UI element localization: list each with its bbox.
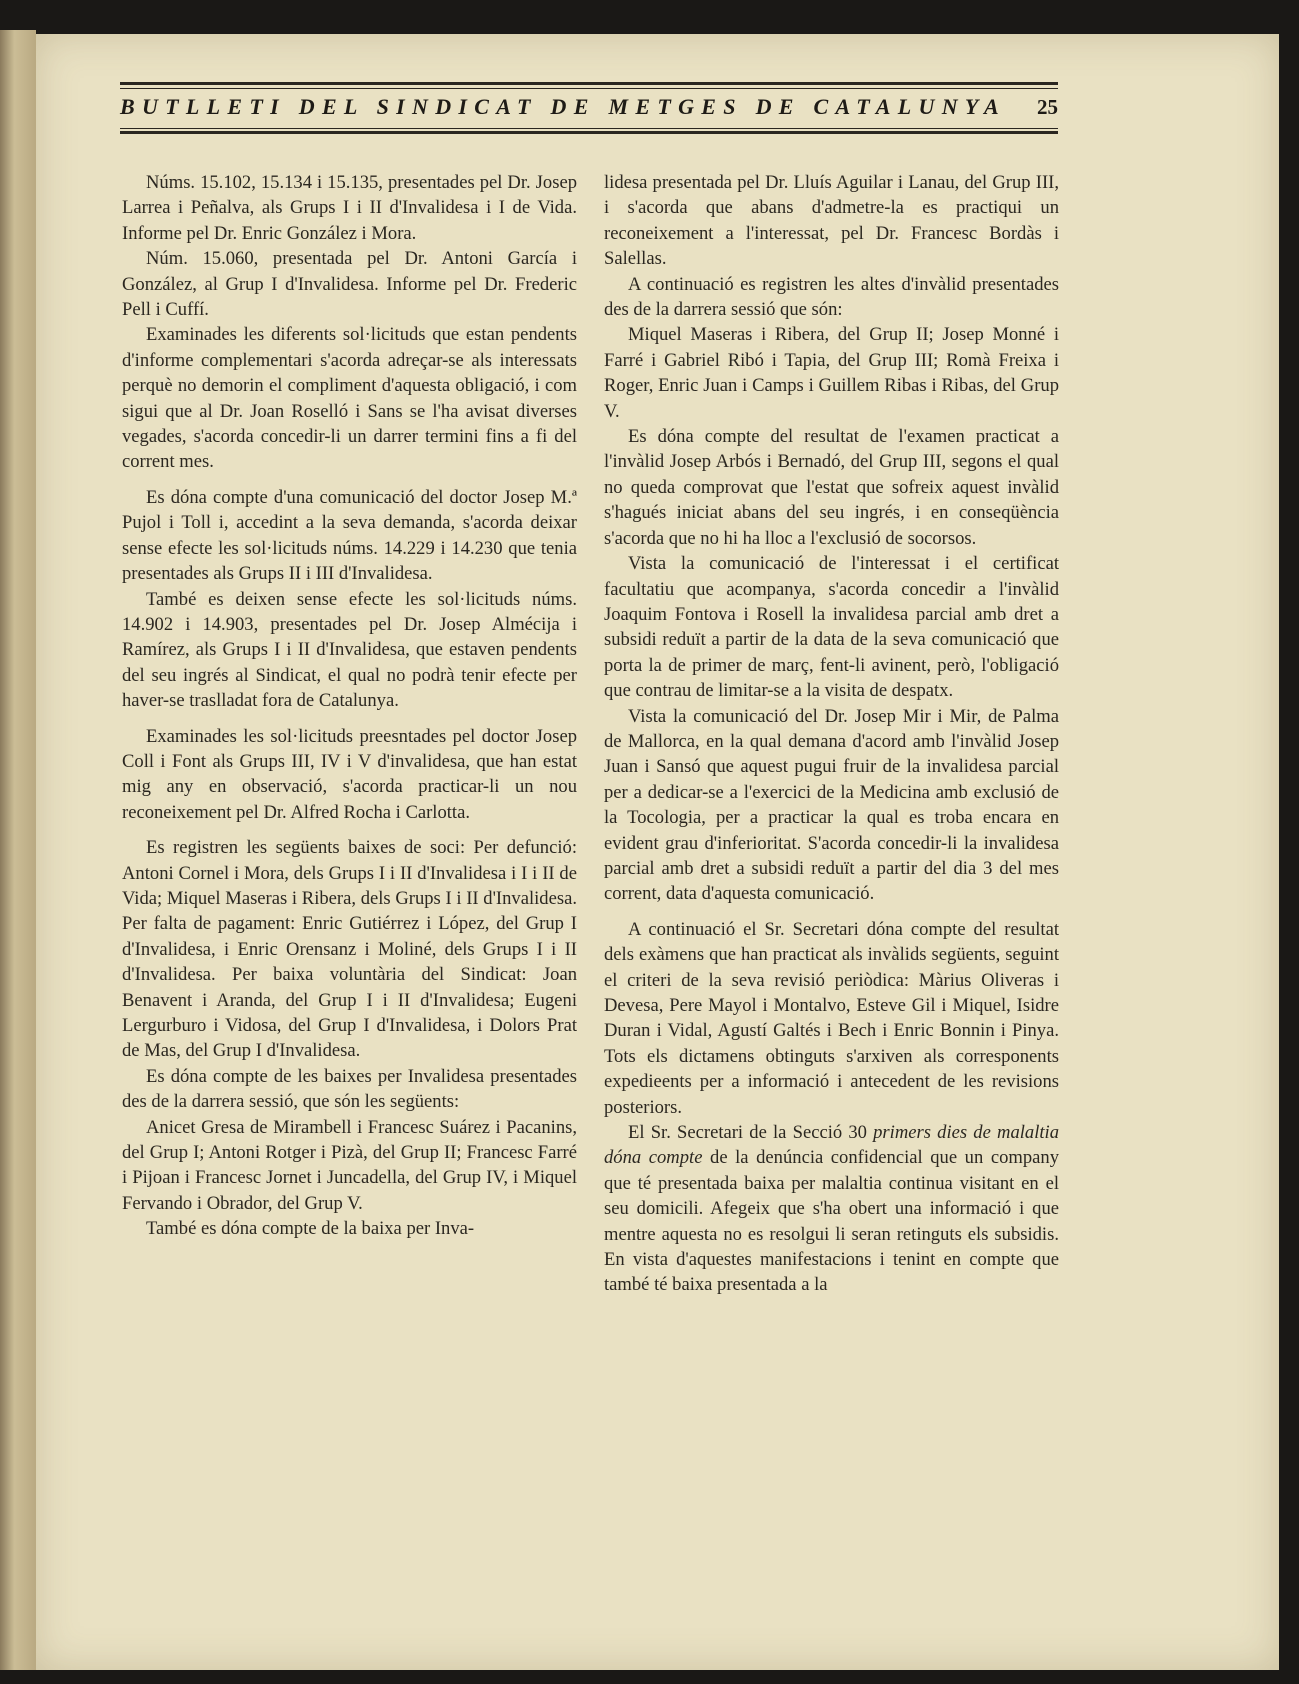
header-rule-top-thin <box>120 88 1058 89</box>
left-column <box>122 170 577 1242</box>
paragraph: Anicet Gresa de Mirambell i Francesc Suárez i Pacanins, del Grup I; Antoni Rotger i Pizà, del Grup II; Francesc Farré i Pijoan i Francesc Jornet i Juncadella, del Grup IV, i Miquel Fervando i Obrador, del Grup V. <box>122 1116 577 1214</box>
paragraph: Vista la comunicació del Dr. Josep Mir i Mir, de Palma de Mallorca, en la qual demana d'acord amb l'invàlid Josep Juan i Sansó que aquest pugui fruir de la invalidesa parcial per a dedicar-se a l'exercici de la Medicina amb exclusió de la Tocologia, per a practicar la qual es troba encara en evident grau d'inferioritat. S'acorda concedir-li la invalidesa parcial amb dret a subsidi reduït a partir del dia 3 del mes corrent, data d'aquesta comunicació. <box>604 705 1059 905</box>
paragraph: Es registren les següents baixes de soci: Per defunció: Antoni Cornel i Mora, dels Grups I i II d'Invalidesa i I i II de Vida; Miquel Maseras i Ribera, dels Grups I i II d'Invalidesa. Per falta de pagament: Enric Gutiérrez i López, del Grup I d'Invalidesa, i Enric Orensanz i Moliné, dels Grups I i II d'Invalidesa. Per baixa voluntària del Sindicat: Joan Benavent i Aranda, del Grup I i II d'Invalidesa; Eugeni Lergurburo i Vidosa, del Grup I d'Invalidesa, i Dolors Prat de Mas, del Grup I d'Invalidesa. <box>122 837 577 1062</box>
paragraph: Es dóna compte del resultat de l'examen practicat a l'invàlid Josep Arbós i Bernadó, del Grup III, segons el qual no queda comprovat que l'estat que sofreix aquest invàlid s'hagués iniciat abans del seu ingrés, i en conseqüència s'acorda que no hi ha lloc a l'exclusió de socorsos. <box>604 426 1059 549</box>
paragraph: A continuació el Sr. Secretari dóna compte del resultat dels exàmens que han practicat als invàlids següents, seguint el criteri de la seva revisió periòdica: Màrius Oliveras i Devesa, Pere Mayol i Montalvo, Esteve Gil i Miquel, Isidre Duran i Vidal, Agustí Galtés i Bech i Enric Bonnin i Pinya. Tots els dictamens obtinguts s'arxiven als corresponents expedieents per a informació i antecedent de les revisions posteriors. <box>604 918 1059 1118</box>
paragraph: Es dóna compte d'una comunicació del doctor Josep M.ª Pujol i Toll i, accedint a la seva demanda, s'acorda deixar sense efecte les sol·licituds núms. 14.229 i 14.230 que tenia presentades als Grups II i III d'Invalidesa. <box>122 486 577 585</box>
adjacent-page-edge <box>0 30 36 1670</box>
header-rule-top <box>120 82 1058 85</box>
italic-text-run: primers dies de malaltia dóna compte <box>604 1122 1059 1169</box>
header-rule-bottom <box>120 131 1058 134</box>
running-title: BUTLLETI DEL SINDICAT DE METGES DE CATALUNYA <box>120 94 1006 119</box>
paragraph: També es dóna compte de la baixa per Inva- <box>146 1218 475 1240</box>
text-run: de la denúncia confidencial que un company que té presentada baixa per malaltia continua visitant en el seu domicili. Afegeix que s'ha obert una informació i que mentre aquesta no es resolgui li seran retinguts els subsidis. En vista d'aquestes manifestacions i tenint en compte que també té baixa presentada a la <box>604 1147 1059 1296</box>
paragraph: Examinades les sol·licituds preesntades pel doctor Josep Coll i Font als Grups III, IV i V d'invalidesa, que han estat mig any en observació, s'acorda practicar-li un nou reconeixement pel Dr. Alfred Rocha i Carlotta. <box>122 725 577 823</box>
header-rule-bottom-thin <box>120 128 1058 129</box>
text-run: El Sr. Secretari de la Secció 30 <box>628 1122 874 1144</box>
paragraph: Examinades les diferents sol·licituds que estan pendents d'informe complementari s'acorda adreçar-se als interessats perquè no demorin el compliment d'aquesta obligació, i com sigui que al Dr. Joan Roselló i Sans se l'ha avisat diverses vegades, s'acorda concedir-li un darrer termini fins a fi del corrent mes. <box>122 324 577 473</box>
paragraph <box>604 1120 1059 1298</box>
page-number: 25 <box>1037 95 1058 119</box>
paragraph: A continuació es registren les altes d'invàlid presentades des de la darrera sessió que són: <box>604 273 1059 321</box>
paragraph: Vista la comunicació de l'interessat i el certificat facultatiu que acompanya, s'acorda concedir a l'invàlid Joaquim Fontova i Rosell la invalidesa parcial amb dret a subsidi reduït a partir de la data de la seva comunicació que porta la de primer de març, fent-li avinent, però, l'obligació que contrau de limitar-se a la visita de despatx. <box>604 553 1059 702</box>
paragraph: Núm. 15.060, presentada pel Dr. Antoni García i González, al Grup I d'Invalidesa. Informe pel Dr. Frederic Pell i Cuffí. <box>122 248 577 321</box>
running-header <box>120 82 1058 134</box>
right-column <box>604 170 1059 1298</box>
paragraph: Es dóna compte de les baixes per Invalidesa presentades des de la darrera sessió, que són les següents: <box>122 1065 577 1113</box>
paragraph: També es deixen sense efecte les sol·licituds núms. 14.902 i 14.903, presentades pel Dr. Josep Almécija i Ramírez, als Grups I i II d'Invalidesa, que estaven pendents del seu ingrés al Sindicat, el qual no podrà tenir efecte per haver-se traslladat fora de Catalunya. <box>122 588 577 712</box>
paragraph-continuation: lidesa presentada pel Dr. Lluís Aguilar i Lanau, del Grup III, i s'acorda que abans d'admetre-la es practiqui un reconeixement a l'interessat, pel Dr. Francesc Bordàs i Salellas. <box>604 172 1059 270</box>
paragraph: Núms. 15.102, 15.134 i 15.135, presentades pel Dr. Josep Larrea i Peñalva, als Grups I i II d'Invalidesa i I de Vida. Informe pel Dr. Enric González i Mora. <box>122 172 577 244</box>
paragraph: Miquel Maseras i Ribera, del Grup II; Josep Monné i Farré i Gabriel Ribó i Tapia, del Grup III; Romà Freixa i Roger, Enric Juan i Camps i Guillem Ribas i Ribas, del Grup V. <box>604 324 1059 422</box>
